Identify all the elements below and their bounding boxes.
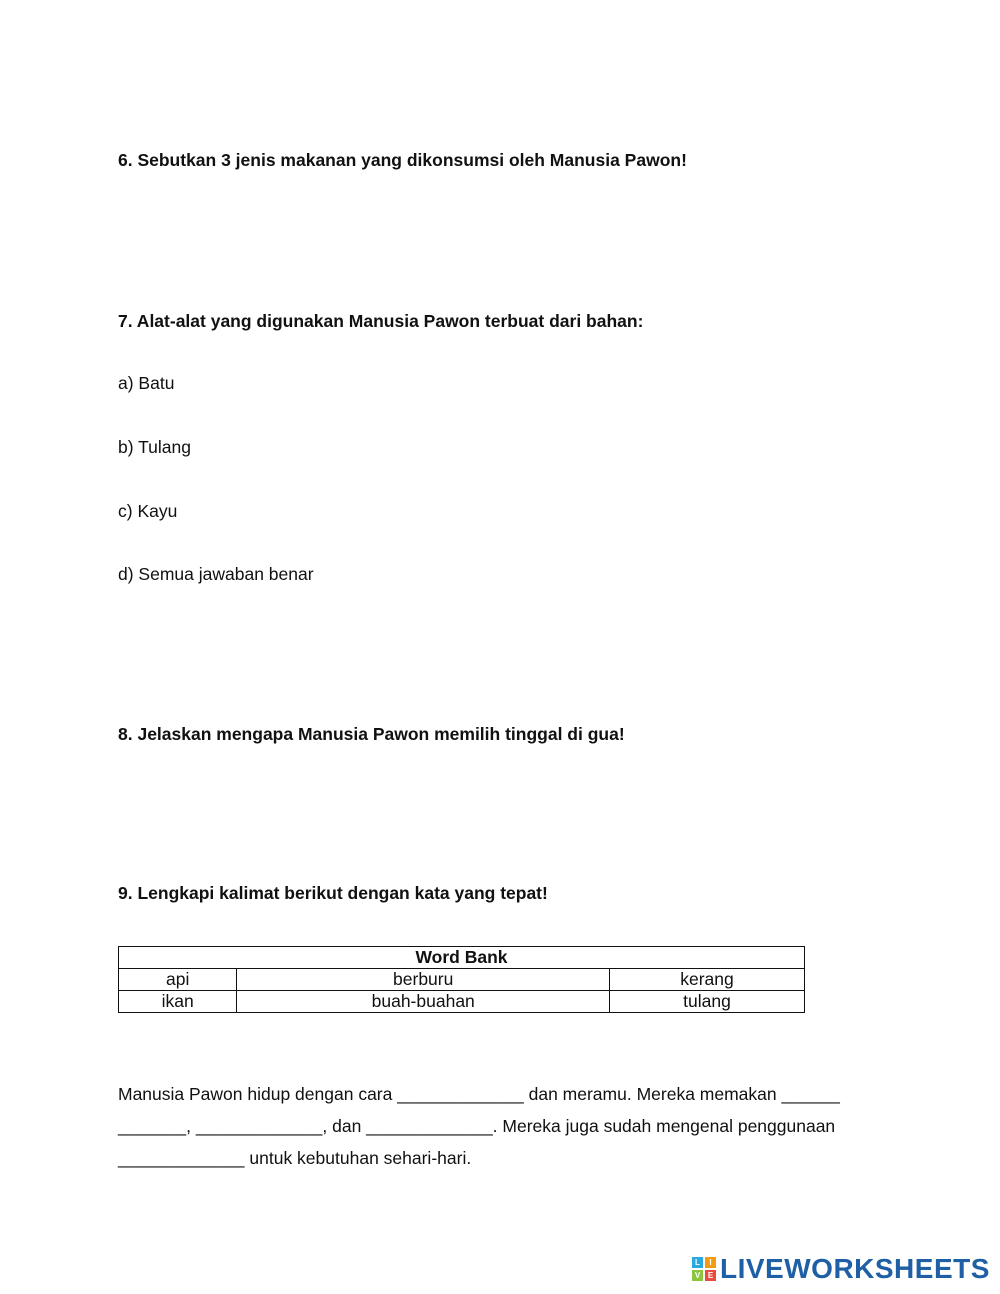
logo-mark-icon: L I V E <box>692 1257 716 1281</box>
table-row <box>119 969 805 991</box>
paragraph-line-3: _____________ untuk kebutuhan sehari-hari. <box>118 1148 472 1168</box>
word-cell: api <box>119 969 237 991</box>
question-9: 9. Lengkapi kalimat berikut dengan kata yang tepat! <box>118 883 548 903</box>
word-bank-table <box>118 946 805 1013</box>
option-b[interactable]: b) Tulang <box>118 437 191 457</box>
option-a[interactable]: a) Batu <box>118 373 175 393</box>
liveworksheets-logo <box>692 1255 990 1283</box>
word-cell: tulang <box>609 991 804 1013</box>
logo-text: LIVEWORKSHEETS <box>720 1253 990 1284</box>
word-cell: kerang <box>609 969 804 991</box>
paragraph-line-2: _______, _____________, dan _____________. Mereka juga sudah mengenal penggunaan <box>118 1116 836 1136</box>
table-row <box>119 991 805 1013</box>
question-7: 7. Alat-alat yang digunakan Manusia Pawon terbuat dari bahan: <box>118 311 644 331</box>
word-bank-title: Word Bank <box>119 947 805 969</box>
word-cell: berburu <box>237 969 610 991</box>
fill-in-paragraph <box>118 1078 898 1174</box>
paragraph-line-1: Manusia Pawon hidup dengan cara _____________ dan meramu. Mereka memakan ______ <box>118 1084 840 1104</box>
word-cell: ikan <box>119 991 237 1013</box>
option-c[interactable]: c) Kayu <box>118 501 178 521</box>
word-cell: buah-buahan <box>237 991 610 1013</box>
question-6: 6. Sebutkan 3 jenis makanan yang dikonsumsi oleh Manusia Pawon! <box>118 150 687 170</box>
question-8: 8. Jelaskan mengapa Manusia Pawon memilih tinggal di gua! <box>118 724 625 744</box>
option-d[interactable]: d) Semua jawaban benar <box>118 564 314 584</box>
